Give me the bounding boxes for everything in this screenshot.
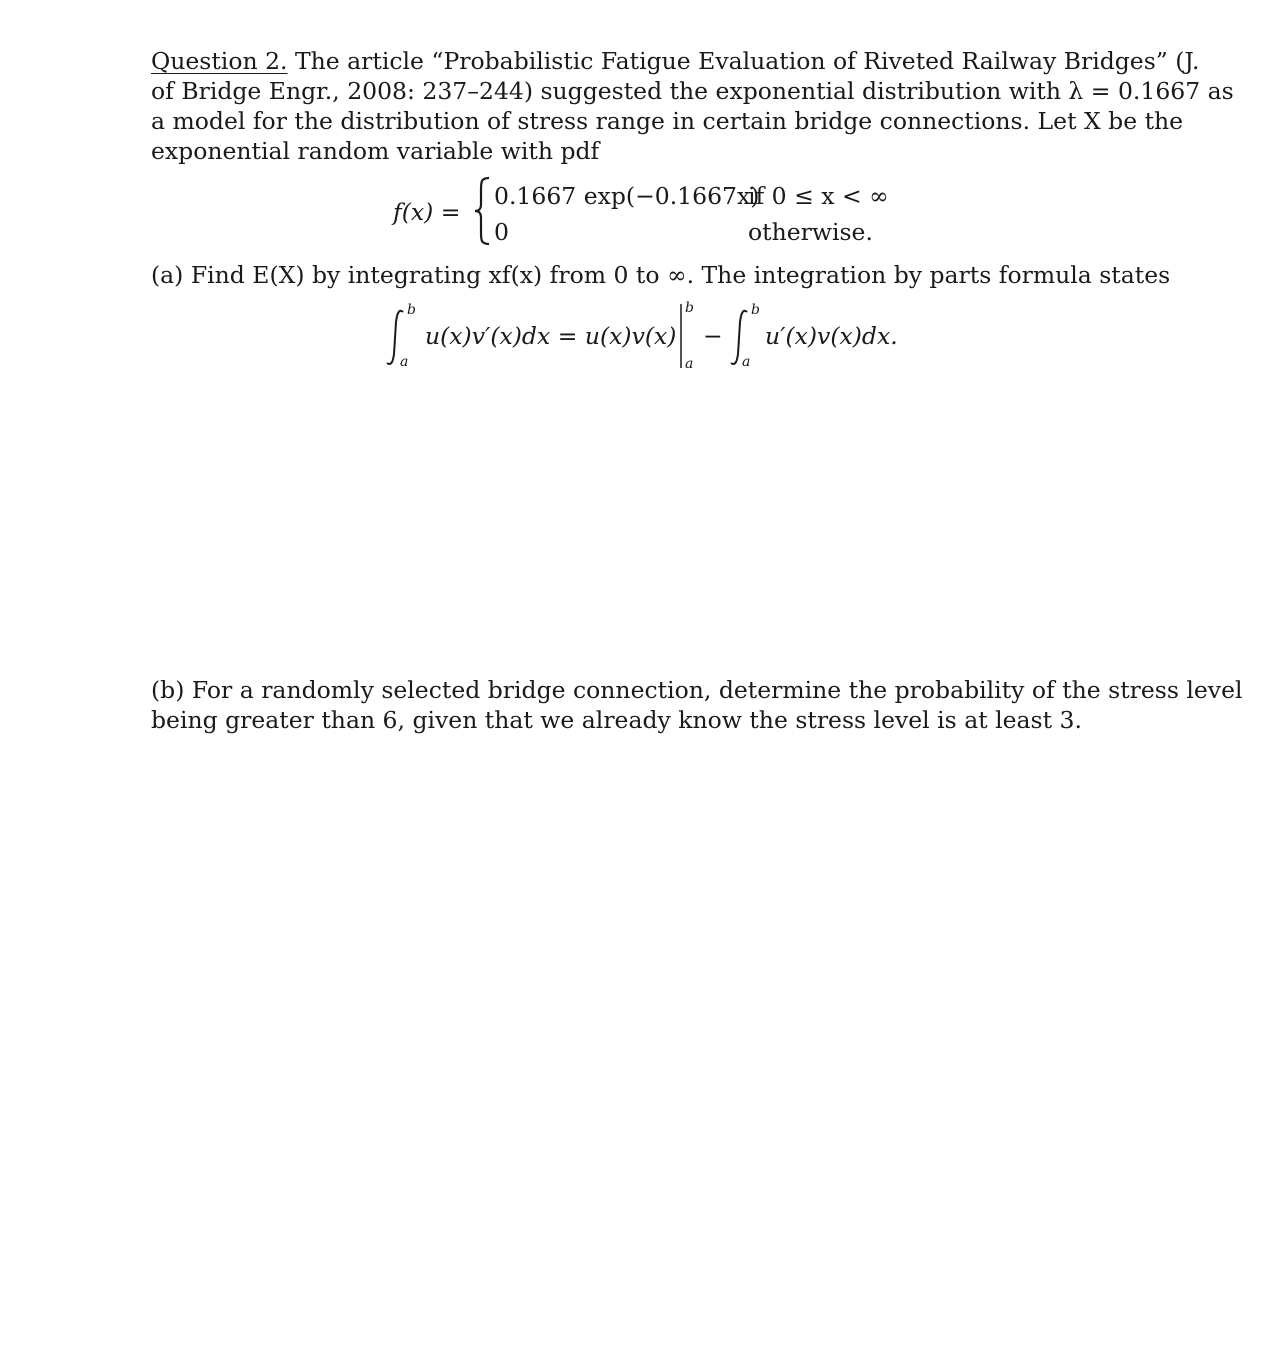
eval-upper-limit: b bbox=[685, 300, 694, 316]
case2-expression: 0 bbox=[494, 218, 509, 246]
question-label: Question 2. bbox=[151, 47, 288, 75]
intro-line-1 bbox=[151, 46, 1200, 76]
integral-upper-limit-2: b bbox=[751, 302, 760, 318]
evaluation-bar-icon bbox=[678, 304, 684, 368]
left-brace-icon bbox=[473, 176, 491, 246]
case1-condition: if 0 ≤ x < ∞ bbox=[748, 182, 889, 210]
question-intro bbox=[151, 46, 1234, 166]
ibp-rhs: u′(x)v(x)dx. bbox=[765, 322, 898, 350]
eval-lower-limit: a bbox=[685, 356, 694, 372]
part-a bbox=[151, 260, 1171, 290]
ibp-lhs: u(x)v′(x)dx = u(x)v(x) bbox=[425, 322, 677, 350]
case1-expression: 0.1667 exp(−0.1667x) bbox=[494, 182, 760, 210]
minus-sign: − bbox=[703, 322, 723, 350]
part-a-text: (a) Find E(X) by integrating xf(x) from 0 to ∞. The integration by parts formula states bbox=[151, 261, 1171, 289]
part-b-line-1: (b) For a randomly selected bridge connection, determine the probability of the stress level bbox=[151, 676, 1243, 704]
integral-upper-limit: b bbox=[407, 302, 416, 318]
case2-condition: otherwise. bbox=[748, 218, 873, 246]
integral-lower-limit: a bbox=[400, 354, 409, 370]
intro-line-4: exponential random variable with pdf bbox=[151, 137, 600, 165]
part-b bbox=[151, 675, 1243, 735]
part-b-line-2: being greater than 6, given that we already know the stress level is at least 3. bbox=[151, 706, 1082, 734]
integral-lower-limit-2: a bbox=[742, 354, 751, 370]
intro-line-3: a model for the distribution of stress range in certain bridge connections. Let X be the bbox=[151, 107, 1184, 135]
pdf-lhs: f(x) = bbox=[393, 198, 461, 226]
intro-line-1-text: The article “Probabilistic Fatigue Evaluation of Riveted Railway Bridges” (J. bbox=[287, 47, 1200, 75]
intro-line-2: of Bridge Engr., 2008: 237–244) suggested the exponential distribution with λ = 0.1667 as bbox=[151, 77, 1234, 105]
